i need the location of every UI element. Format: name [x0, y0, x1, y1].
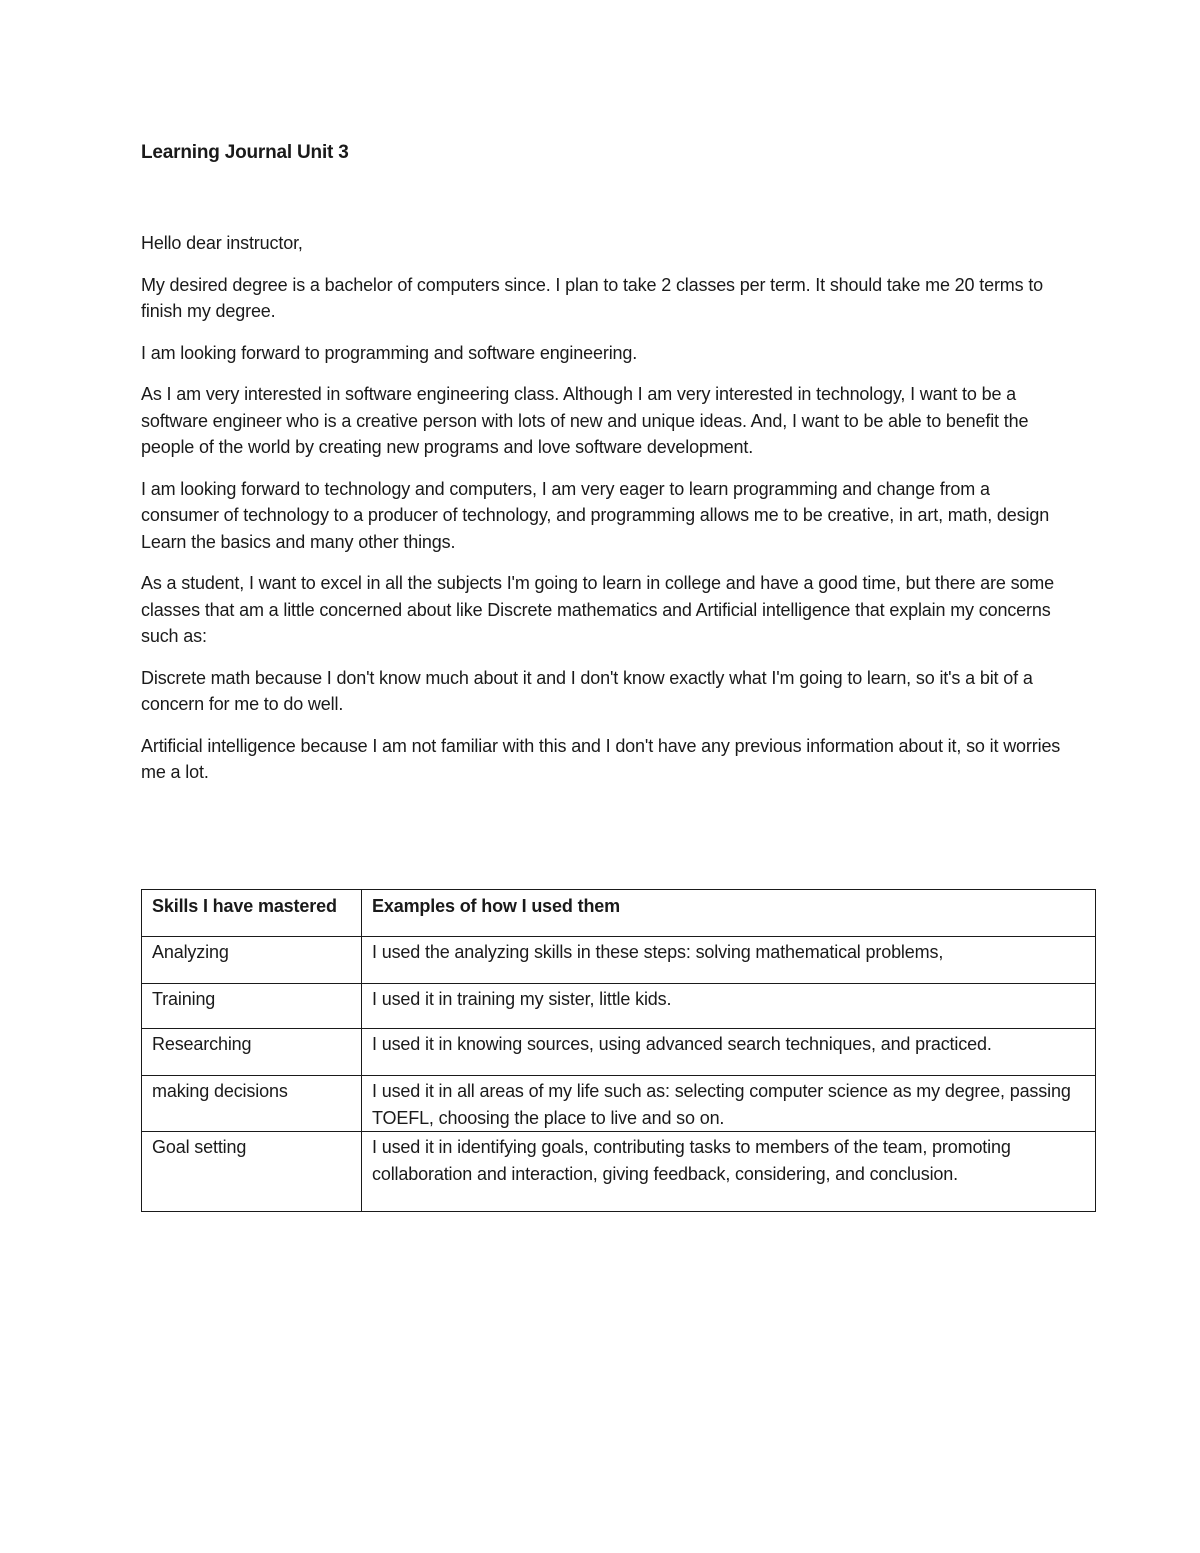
table-header-skills: Skills I have mastered: [142, 890, 362, 937]
table-row: [142, 1029, 1096, 1076]
example-cell: I used it in identifying goals, contributing tasks to members of the team, promoting collaboration and interaction, giving feedback, considering, and conclusion.: [362, 1132, 1096, 1212]
document-title: Learning Journal Unit 3: [141, 142, 349, 163]
table-header-row: [142, 890, 1096, 937]
body-paragraph: As I am very interested in software engineering class. Although I am very interested in technology, I want to be a software engineer who is a creative person with lots of new and unique ideas. And, I want to be able to benefit the people of the world by creating new programs and love software development.: [141, 384, 1029, 457]
table-row: [142, 937, 1096, 984]
skill-cell: Goal setting: [142, 1132, 362, 1212]
document-body: [141, 230, 1071, 801]
example-cell: I used it in all areas of my life such as: selecting computer science as my degree, passing TOEFL, choosing the place to live and so on.: [362, 1076, 1096, 1132]
body-paragraph: As a student, I want to excel in all the subjects I'm going to learn in college and have a good time, but there are some classes that am a little concerned about like Discrete mathematics and Artificial intelligence that explain my concerns such as:: [141, 573, 1054, 646]
body-paragraph: Artificial intelligence because I am not familiar with this and I don't have any previous information about it, so it worries me a lot.: [141, 735, 1061, 782]
body-paragraph: Discrete math because I don't know much about it and I don't know exactly what I'm going to learn, so it's a bit of a concern for me to do well.: [141, 667, 1033, 714]
skill-cell: Researching: [142, 1029, 362, 1076]
table-row: [142, 1132, 1096, 1212]
table-header-examples: Examples of how I used them: [362, 890, 1096, 937]
greeting-paragraph: Hello dear instructor,: [141, 233, 303, 253]
table-row: [142, 984, 1096, 1029]
skills-table: [141, 889, 1096, 1212]
body-paragraph: My desired degree is a bachelor of computers since. I plan to take 2 classes per term. It should take me 20 terms to finish my degree.: [141, 274, 1044, 321]
example-cell: I used the analyzing skills in these steps: solving mathematical problems,: [362, 937, 1096, 984]
example-cell: I used it in knowing sources, using advanced search techniques, and practiced.: [362, 1029, 1096, 1076]
body-paragraph: I am looking forward to technology and computers, I am very eager to learn programming and change from a consumer of technology to a producer of technology, and programming allows me to be creative, in art, math, design Learn the basics and many other things.: [141, 478, 1050, 552]
skill-cell: making decisions: [142, 1076, 362, 1132]
table-row: [142, 1076, 1096, 1132]
skill-cell: Analyzing: [142, 937, 362, 984]
example-cell: I used it in training my sister, little kids.: [362, 984, 1096, 1029]
skill-cell: Training: [142, 984, 362, 1029]
body-paragraph: I am looking forward to programming and software engineering.: [141, 342, 638, 363]
